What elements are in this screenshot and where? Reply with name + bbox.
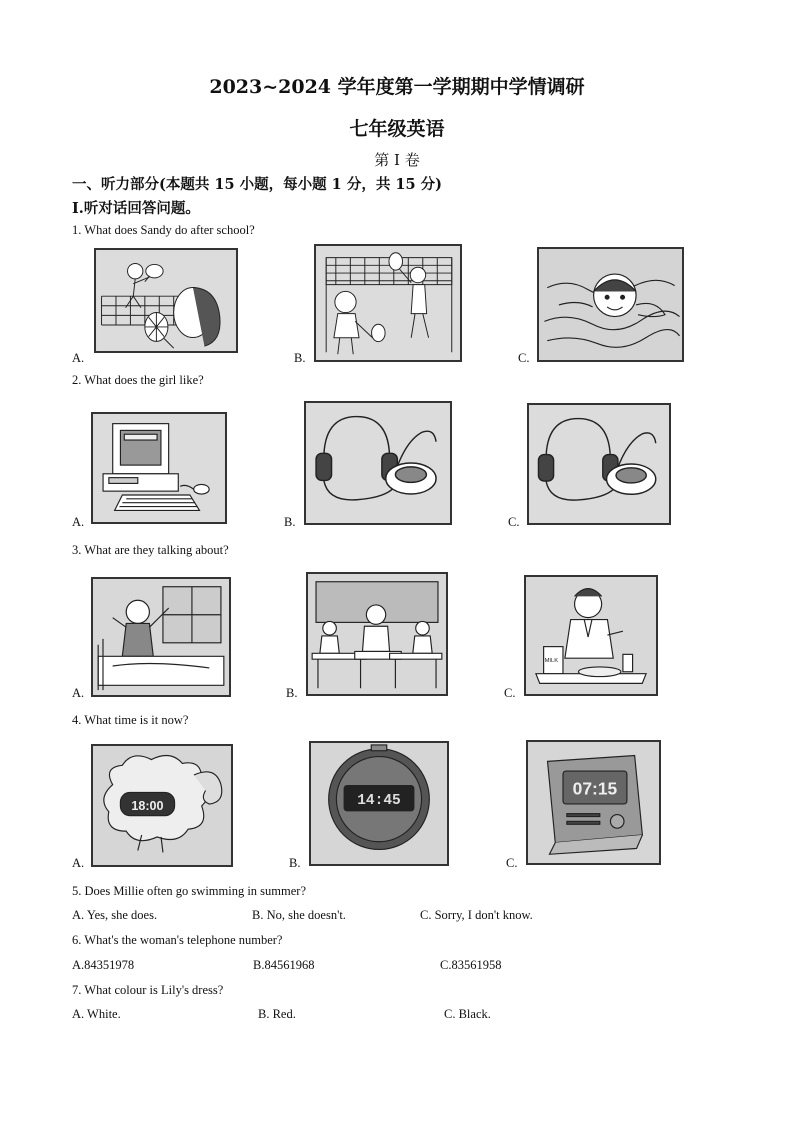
q3-option-c[interactable]: C. xyxy=(504,686,516,700)
q6-option-b[interactable]: B.84561968 xyxy=(253,958,315,972)
sheep-clock-picture xyxy=(91,744,233,867)
q4-option-a[interactable]: A. xyxy=(72,856,85,870)
q3-option-a[interactable]: A. xyxy=(72,686,85,700)
clock-a-time: 18:00 xyxy=(131,798,164,813)
q1-option-b[interactable]: B. xyxy=(294,351,306,365)
round-clock-picture xyxy=(309,741,449,866)
clock-c-time: 07:15 xyxy=(572,778,618,799)
headphones-picture xyxy=(527,403,671,525)
q4-option-b[interactable]: B. xyxy=(289,856,301,870)
part-heading: Ⅰ.听对话回答问题。 xyxy=(72,200,200,217)
question-4: 4. What time is it now? xyxy=(72,713,189,727)
exam-subtitle: 七年级英语 xyxy=(349,118,445,140)
q5-option-c[interactable]: C. Sorry, I don't know. xyxy=(420,908,533,922)
q7-option-a[interactable]: A. White. xyxy=(72,1007,121,1021)
q1-option-c[interactable]: C. xyxy=(518,351,530,365)
q5-option-a[interactable]: A. Yes, she does. xyxy=(72,908,158,922)
q7-option-b[interactable]: B. Red. xyxy=(258,1007,296,1021)
q2-option-a[interactable]: A. xyxy=(72,515,85,529)
badminton-picture xyxy=(314,244,462,362)
q2-option-c[interactable]: C. xyxy=(508,515,520,529)
q3-option-b[interactable]: B. xyxy=(286,686,298,700)
computer-picture xyxy=(91,412,227,524)
breakfast-picture xyxy=(524,575,658,696)
headphones-picture xyxy=(304,401,452,525)
question-3: 3. What are they talking about? xyxy=(72,543,229,557)
swimming-picture xyxy=(537,247,684,362)
q6-option-c[interactable]: C.83561958 xyxy=(440,958,502,972)
waking-up-picture xyxy=(91,577,231,697)
clock-b-time: 14:45 xyxy=(357,792,401,809)
exam-title: 2023~2024 学年度第一学期期中学情调研 xyxy=(209,76,585,98)
section-heading: 一、听力部分(本题共 15 小题，每小题 1 分，共 15 分) xyxy=(72,176,442,193)
question-1: 1. What does Sandy do after school? xyxy=(72,223,255,237)
q2-option-b[interactable]: B. xyxy=(284,515,296,529)
question-5: 5. Does Millie often go swimming in summer? xyxy=(72,884,307,898)
question-2: 2. What does the girl like? xyxy=(72,373,204,387)
desk-clock-picture xyxy=(526,740,661,865)
question-7: 7. What colour is Lily's dress? xyxy=(72,983,224,997)
table-tennis-picture xyxy=(94,248,238,353)
q1-option-a[interactable]: A. xyxy=(72,351,85,365)
question-6: 6. What's the woman's telephone number? xyxy=(72,933,283,947)
milk-label: MILK xyxy=(544,658,559,665)
q7-option-c[interactable]: C. Black. xyxy=(444,1007,491,1021)
q6-option-a[interactable]: A.84351978 xyxy=(72,958,135,972)
volume-label: 第 Ⅰ 卷 xyxy=(374,151,420,169)
classroom-picture xyxy=(306,572,448,696)
q4-option-c[interactable]: C. xyxy=(506,856,518,870)
q5-option-b[interactable]: B. No, she doesn't. xyxy=(252,908,346,922)
